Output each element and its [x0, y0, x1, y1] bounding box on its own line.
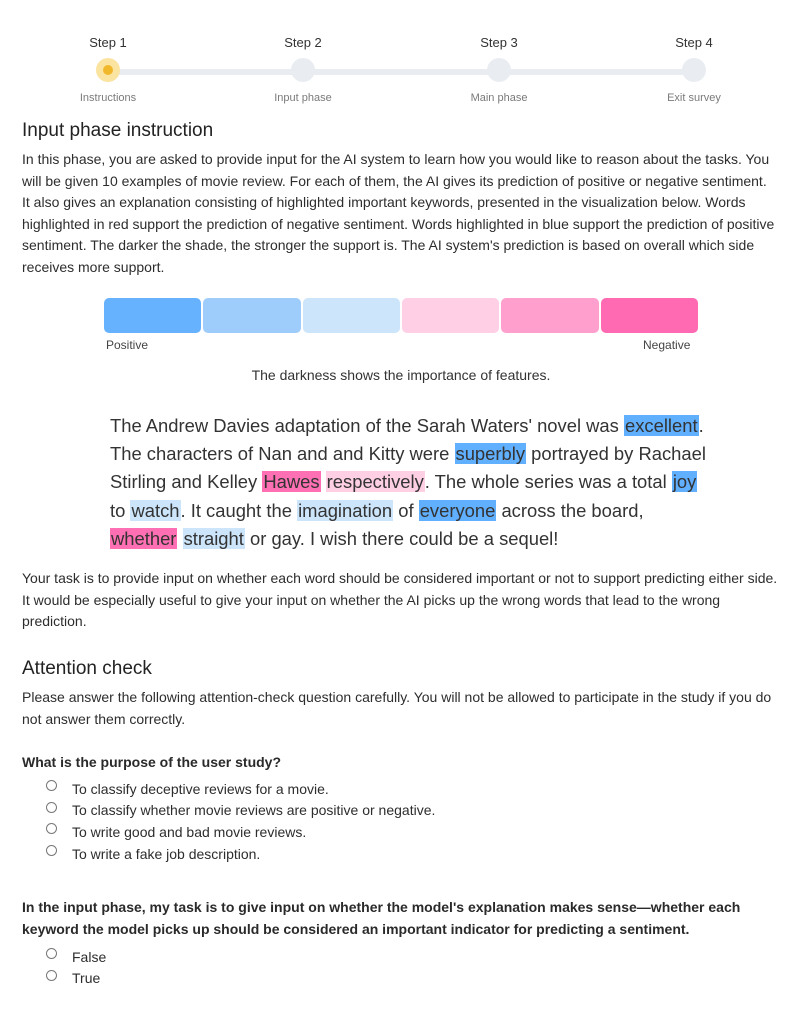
question-1: What is the purpose of the user study?: [22, 754, 282, 770]
step-2-label: Input phase: [274, 92, 332, 104]
q1-option-label: To write good and bad movie reviews.: [72, 823, 307, 840]
progress-stepper: [0, 0, 789, 115]
step-1-title: Step 1: [89, 35, 127, 50]
highlighted-keyword[interactable]: watch: [131, 499, 180, 521]
review-text: The Andrew Davies adaptation of the Sarah Waters' novel was: [110, 415, 624, 436]
legend-swatch-pos-3: [104, 298, 201, 333]
q1-option[interactable]: [44, 800, 435, 822]
legend-negative-label: Negative: [643, 338, 691, 352]
highlighted-keyword[interactable]: straight: [183, 527, 244, 549]
q2-option-label: True: [72, 970, 101, 987]
radio-icon[interactable]: [46, 780, 57, 791]
step-1-label: Instructions: [79, 92, 137, 104]
legend-positive-label: Positive: [106, 338, 149, 352]
highlighted-keyword[interactable]: excellent: [624, 415, 698, 436]
radio-icon[interactable]: [46, 845, 57, 856]
review-text: [321, 471, 326, 492]
step-2-title: Step 2: [284, 35, 322, 50]
review-text: across the board,: [496, 499, 644, 521]
q1-option-label: To write a fake job description.: [72, 845, 261, 862]
review-text: portrayed by Rachael Stirling and Kelley: [110, 443, 706, 493]
legend-swatch-pos-2: [203, 298, 300, 333]
task-description: Your task is to provide input on whether each word should be considered important or not to support predicting either side. It would be especially useful to give your input on whether the AI picks up the wrong words that lead to the wrong prediction.: [22, 570, 778, 630]
input-phase-heading: Input phase instruction: [22, 120, 214, 141]
step-3-label: Main phase: [470, 92, 528, 104]
highlighted-keyword[interactable]: Hawes: [263, 471, 320, 493]
legend-swatch-pos-1: [303, 298, 400, 333]
highlighted-keyword[interactable]: whether: [111, 527, 177, 549]
highlighted-keyword[interactable]: superbly: [455, 443, 526, 465]
review-text: . The characters of Nan and and Kitty were: [110, 415, 704, 465]
review-text: . It caught the: [180, 499, 298, 521]
importance-legend: [104, 298, 698, 333]
q1-option[interactable]: [44, 821, 435, 843]
step-4-dot: [682, 58, 706, 82]
step-2-dot: [291, 58, 315, 82]
attention-check-intro: Please answer the following attention-check question carefully. You will not be allowed to participate in the study if you do not answer them correctly.: [22, 689, 772, 727]
q2-option-label: False: [72, 948, 107, 965]
radio-icon[interactable]: [46, 802, 57, 813]
review-text: or gay. I wish there could be a sequel!: [244, 527, 559, 549]
q1-option-label: To classify whether movie reviews are positive or negative.: [72, 802, 436, 819]
attention-check-heading: Attention check: [22, 658, 152, 679]
legend-swatch-neg-2: [501, 298, 598, 333]
review-text: to: [110, 499, 131, 521]
legend-caption: The darkness shows the importance of features.: [251, 367, 551, 383]
highlighted-review: [110, 412, 710, 553]
question-1-options: [44, 778, 435, 864]
stepper-track: [108, 69, 695, 75]
highlighted-keyword[interactable]: imagination: [298, 499, 393, 521]
input-phase-intro: In this phase, you are asked to provide input for the AI system to learn how you would like to reason about the tasks. You will be given 10 examples of movie review. For each of them, the AI gives its prediction of positive or negative sentiment. It also gives an explanation consisting of highlighted important keywords, presented in the visualization below. Words highlighted in red support the prediction of negative sentiment. Words highlighted in blue support the prediction of positive sentiment. The darker the shade, the stronger the support is. The AI system's prediction is based on overall which side receives more support.: [22, 151, 775, 275]
highlighted-keyword[interactable]: respectively: [326, 471, 424, 493]
q2-option[interactable]: [44, 946, 106, 968]
step-3-dot: [487, 58, 511, 82]
q1-option-label: To classify deceptive reviews for a movie.: [72, 780, 329, 797]
legend-swatch-neg-3: [601, 298, 698, 333]
step-1-dot: [96, 58, 120, 82]
step-4-title: Step 4: [675, 35, 713, 50]
q1-option[interactable]: [44, 778, 435, 800]
radio-icon[interactable]: [46, 823, 57, 834]
step-4-label: Exit survey: [667, 92, 721, 104]
radio-icon[interactable]: [46, 948, 57, 959]
step-3-title: Step 3: [480, 35, 518, 50]
q1-option[interactable]: [44, 843, 435, 865]
radio-icon[interactable]: [46, 970, 57, 981]
highlighted-keyword[interactable]: everyone: [419, 499, 496, 521]
review-text: [177, 528, 182, 549]
legend-swatch-neg-1: [402, 298, 499, 333]
q2-option[interactable]: [44, 968, 106, 990]
question-2: In the input phase, my task is to give input on whether the model's explanation makes sense—whether each keyword the model picks up should be considered an important indicator for predicting a sentiment.: [22, 899, 741, 937]
question-2-options: [44, 946, 106, 989]
highlighted-keyword[interactable]: joy: [672, 471, 697, 493]
review-text: of: [393, 499, 419, 521]
review-text: . The whole series was a total: [424, 471, 672, 493]
